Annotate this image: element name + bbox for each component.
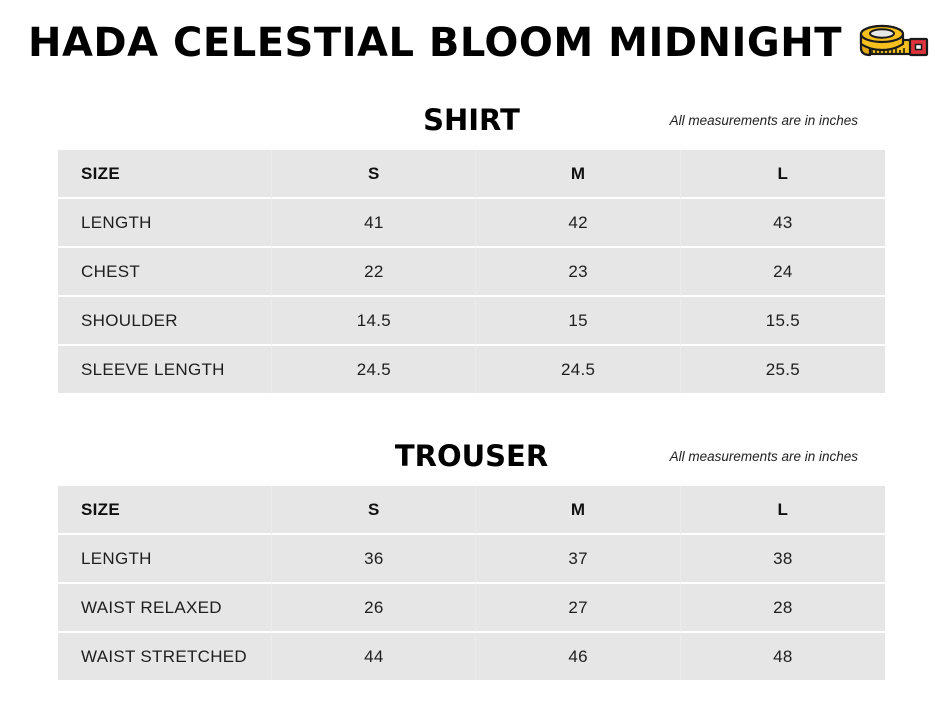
cell-value: 24.5 (272, 346, 476, 393)
trouser-section-title: TROUSER (394, 439, 549, 473)
column-header-size: SIZE (58, 486, 272, 535)
table-row (58, 633, 885, 680)
measuring-tape-icon (858, 24, 930, 58)
shirt-size-table (58, 150, 885, 393)
trouser-section-header (58, 436, 885, 476)
page-header (28, 18, 930, 68)
cell-value: 22 (272, 248, 476, 297)
row-label: SHOULDER (58, 297, 272, 346)
cell-value: 38 (681, 535, 885, 584)
table-row (58, 199, 885, 248)
table-row (58, 584, 885, 633)
cell-value: 42 (476, 199, 680, 248)
column-header-l: L (681, 486, 885, 535)
row-label: WAIST STRETCHED (58, 633, 272, 680)
cell-value: 24 (681, 248, 885, 297)
cell-value: 28 (681, 584, 885, 633)
cell-value: 41 (272, 199, 476, 248)
table-row (58, 346, 885, 393)
shirt-measurement-note: All measurements are in inches (669, 113, 858, 128)
cell-value: 15 (476, 297, 680, 346)
column-header-m: M (476, 486, 680, 535)
cell-value: 37 (476, 535, 680, 584)
cell-value: 25.5 (681, 346, 885, 393)
cell-value: 43 (681, 199, 885, 248)
table-header-row (58, 486, 885, 535)
row-label: SLEEVE LENGTH (58, 346, 272, 393)
cell-value: 27 (476, 584, 680, 633)
row-label: LENGTH (58, 199, 272, 248)
shirt-section-header (58, 100, 885, 140)
column-header-size: SIZE (58, 150, 272, 199)
column-header-s: S (272, 150, 476, 199)
table-row (58, 535, 885, 584)
cell-value: 14.5 (272, 297, 476, 346)
column-header-l: L (681, 150, 885, 199)
column-header-m: M (476, 150, 680, 199)
cell-value: 48 (681, 633, 885, 680)
table-row (58, 297, 885, 346)
cell-value: 23 (476, 248, 680, 297)
row-label: LENGTH (58, 535, 272, 584)
shirt-section-title: SHIRT (423, 103, 520, 137)
table-row (58, 248, 885, 297)
column-header-s: S (272, 486, 476, 535)
page-title: HADA CELESTIAL BLOOM MIDNIGHT (28, 20, 842, 66)
cell-value: 46 (476, 633, 680, 680)
table-header-row (58, 150, 885, 199)
cell-value: 15.5 (681, 297, 885, 346)
shirt-size-chart (58, 100, 885, 393)
trouser-size-table (58, 486, 885, 680)
cell-value: 44 (272, 633, 476, 680)
cell-value: 36 (272, 535, 476, 584)
trouser-size-chart (58, 436, 885, 680)
cell-value: 26 (272, 584, 476, 633)
cell-value: 24.5 (476, 346, 680, 393)
trouser-measurement-note: All measurements are in inches (669, 449, 858, 464)
row-label: CHEST (58, 248, 272, 297)
row-label: WAIST RELAXED (58, 584, 272, 633)
